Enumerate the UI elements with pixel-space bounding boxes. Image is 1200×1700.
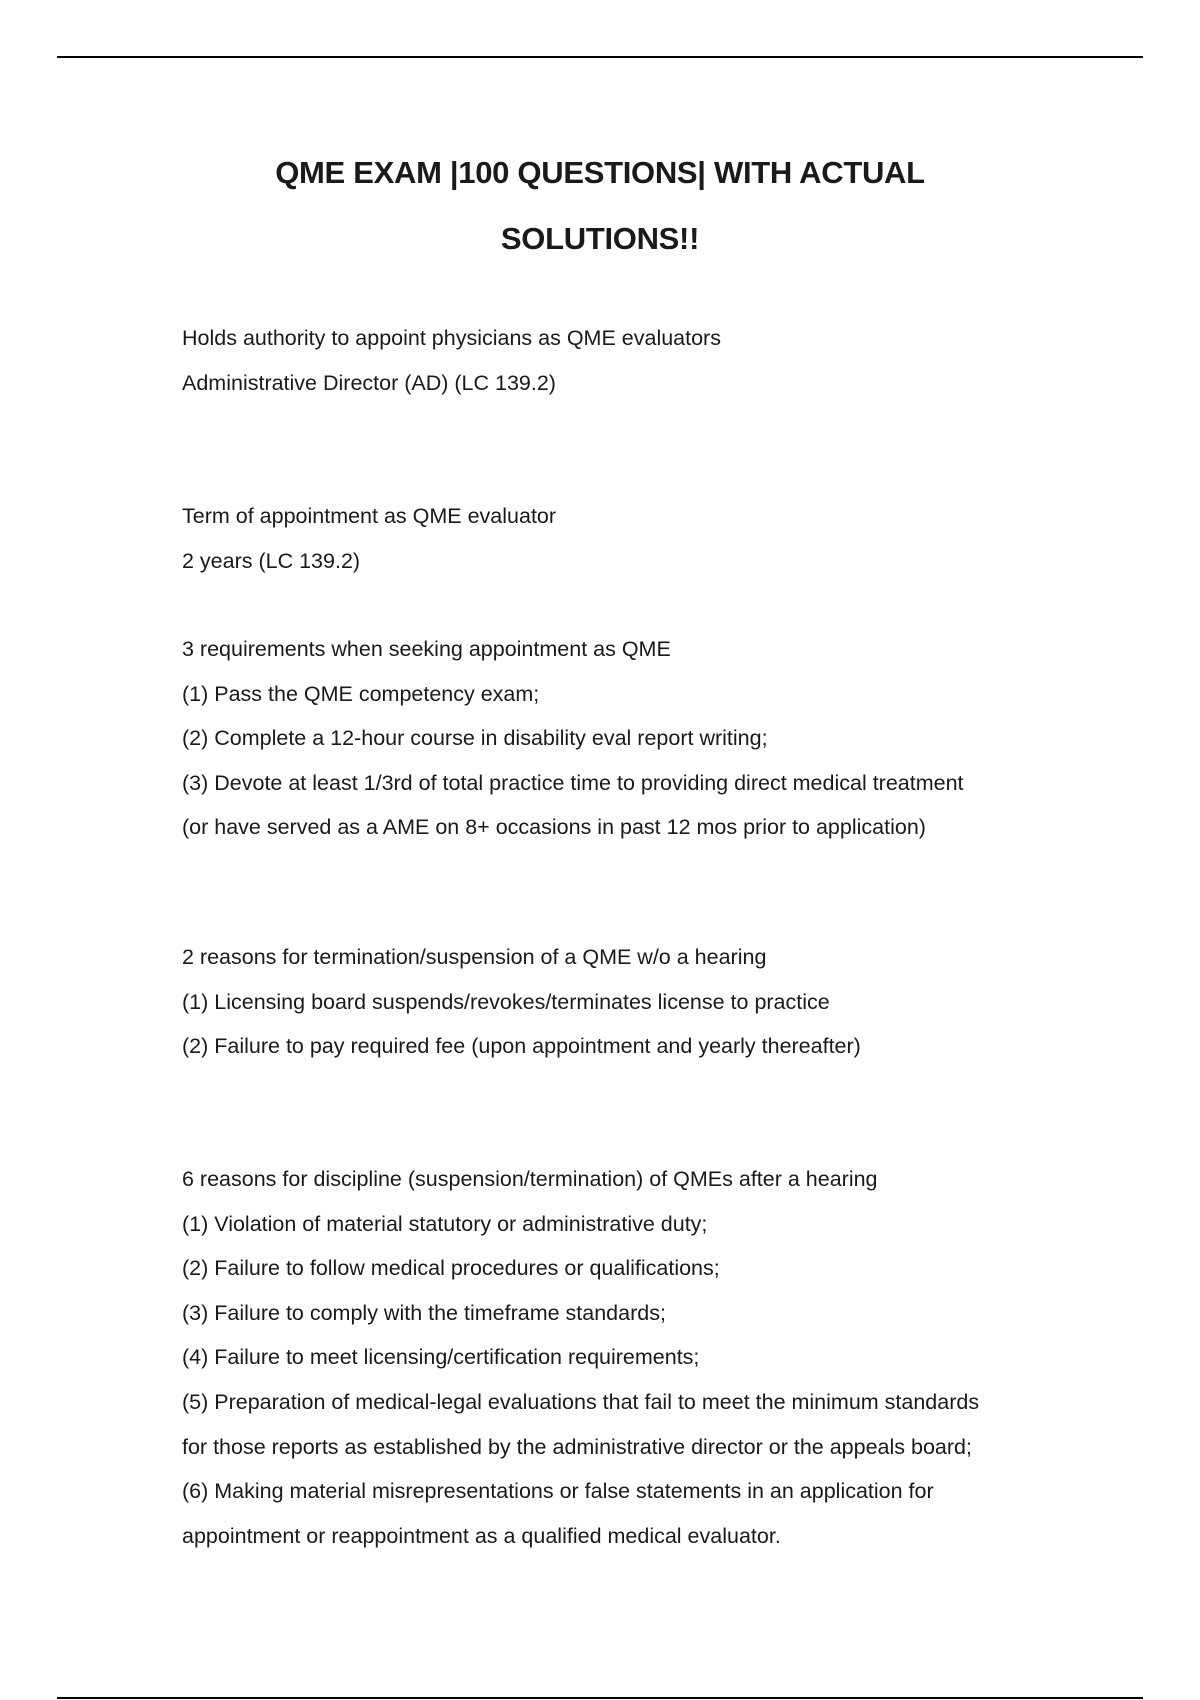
qa-block-2 [182, 494, 1082, 583]
answer-line: (2) Complete a 12-hour course in disability eval report writing; [182, 726, 768, 751]
answer-line: (5) Preparation of medical-legal evaluations that fail to meet the minimum standards [182, 1389, 980, 1414]
answer-line: (or have served as a AME on 8+ occasions in past 12 mos prior to application) [182, 815, 926, 840]
question-text: Holds authority to appoint physicians as QME evaluators [182, 326, 721, 350]
question-text: 3 requirements when seeking appointment as QME [182, 637, 671, 661]
answer-line: for those reports as established by the administrative director or the appeals board; [182, 1434, 972, 1459]
answer-line: (2) Failure to pay required fee (upon appointment and yearly thereafter) [182, 1034, 861, 1059]
question-text: Term of appointment as QME evaluator [182, 504, 557, 528]
answer-line: (4) Failure to meet licensing/certification requirements; [182, 1345, 700, 1370]
question-text: 6 reasons for discipline (suspension/termination) of QMEs after a hearing [182, 1167, 878, 1191]
question-text: 2 reasons for termination/suspension of a QME w/o a hearing [182, 945, 767, 969]
answer-line: (1) Licensing board suspends/revokes/terminates license to practice [182, 989, 830, 1014]
answer-line: (3) Devote at least 1/3rd of total practice time to providing direct medical treatment [182, 770, 964, 795]
qa-block-1 [182, 316, 1082, 405]
bottom-rule [57, 1697, 1143, 1699]
answer-line: 2 years (LC 139.2) [182, 548, 361, 573]
answer-line: (1) Pass the QME competency exam; [182, 681, 540, 706]
document-title [0, 140, 1200, 272]
answer-line: (3) Failure to comply with the timeframe standards; [182, 1300, 666, 1325]
title-line-2: SOLUTIONS!! [500, 221, 700, 256]
qa-block-5 [182, 1157, 1082, 1558]
qa-block-4 [182, 935, 1082, 1069]
answer-line: appointment or reappointment as a qualified medical evaluator. [182, 1523, 781, 1548]
top-rule [57, 56, 1143, 58]
qa-block-3 [182, 627, 1082, 850]
answer-line: (6) Making material misrepresentations or false statements in an application for [182, 1479, 934, 1504]
title-line-1: QME EXAM |100 QUESTIONS| WITH ACTUAL [275, 155, 925, 190]
answer-line: Administrative Director (AD) (LC 139.2) [182, 370, 556, 395]
answer-line: (2) Failure to follow medical procedures or qualifications; [182, 1256, 720, 1281]
answer-line: (1) Violation of material statutory or administrative duty; [182, 1211, 708, 1236]
